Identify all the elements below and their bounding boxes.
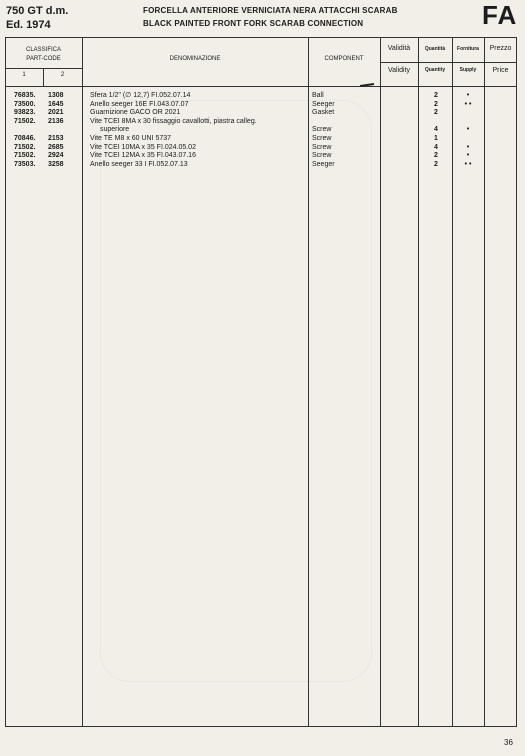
table-row-part-code-2: 2685 xyxy=(48,143,64,151)
table-row-description: Vite TCEI 12MA x 35 FI.043.07.16 xyxy=(90,152,196,160)
table-row-quantity: 2 xyxy=(434,152,438,160)
table-row-quantity: 4 xyxy=(434,126,438,134)
table-row-part-code-1: 70846. xyxy=(14,135,36,142)
header-prezzo: Prezzo xyxy=(489,45,512,52)
table-row-description: Vite TCEI 10MA x 35 FI.024.05.02 xyxy=(90,143,196,151)
section-code: FA xyxy=(482,0,518,30)
header-denominazione: DENOMINAZIONE xyxy=(169,56,221,62)
table-row-quantity: 2 xyxy=(434,100,438,108)
header-classifica: CLASSIFICA PART-CODE xyxy=(25,47,61,62)
table-row-component: Screw xyxy=(312,143,332,151)
header-quantita: Quantità xyxy=(424,46,446,52)
page-number: 36 xyxy=(504,738,513,747)
table-row-part-code-2: 3258 xyxy=(48,160,64,168)
table-row-supply-mark: • • xyxy=(464,160,472,168)
table-row-supply-mark: • • xyxy=(464,100,472,108)
table-row-part-code-2: 1645 xyxy=(48,100,64,108)
table-row-component: Ball xyxy=(312,92,324,99)
edition: Ed. 1974 xyxy=(6,19,51,31)
table-row-part-code-1: 73500. xyxy=(14,100,36,108)
table-row-description: Vite TCEI 8MA x 30 fissaggio cavallotti, piastra calleg. xyxy=(90,117,257,125)
header-component: COMPONENT xyxy=(324,56,364,62)
table-row-component: Screw xyxy=(312,135,332,142)
table-row-part-code-1: 71502. xyxy=(14,143,36,151)
table-row-part-code-1: 73503. xyxy=(14,160,36,168)
table-row-description: Vite TE M8 x 60 UNI 5737 xyxy=(90,135,172,142)
header-validita: Validità xyxy=(387,45,411,52)
table-row-part-code-2: 2136 xyxy=(48,117,64,125)
table-row-component: Seeger xyxy=(312,160,335,168)
table-row-quantity: 2 xyxy=(434,109,438,117)
table-row-part-code-1: 71502. xyxy=(14,117,36,125)
table-row-description: Anello seeger 33 I FI.052.07.13 xyxy=(90,160,188,168)
table-row-supply-mark: • xyxy=(466,152,470,160)
table-row-component: Screw xyxy=(312,126,332,134)
table-row-part-code-1: 76835. xyxy=(14,92,36,99)
table-row-description: Guarnizione GACO OR 2021 xyxy=(90,109,181,117)
header-supply: Supply xyxy=(459,67,477,73)
title-english: BLACK PAINTED FRONT FORK SCARAB CONNECTION xyxy=(143,19,364,28)
table-row-component: Seeger xyxy=(312,100,335,108)
title-italian: FORCELLA ANTERIORE VERNICIATA NERA ATTACCHI SCARAB xyxy=(143,6,398,15)
table-row-supply-mark: • xyxy=(466,126,470,134)
table-row-component: Gasket xyxy=(312,109,335,117)
column-divider xyxy=(380,37,381,727)
table-row-quantity: 2 xyxy=(434,160,438,168)
column-divider xyxy=(82,37,83,727)
header-price: Price xyxy=(492,67,509,74)
table-row-quantity: 4 xyxy=(434,143,438,151)
column-divider xyxy=(484,37,485,727)
table-row-part-code-1: 71502. xyxy=(14,152,36,160)
header-validity: Validity xyxy=(387,67,411,74)
table-row-part-code-1: 93823. xyxy=(14,109,36,117)
model-name: 750 GT d.m. xyxy=(6,5,69,17)
table-row-supply-mark: • xyxy=(466,92,470,99)
table-row-quantity: 2 xyxy=(434,92,438,99)
table-row-part-code-2: 2021 xyxy=(48,109,64,117)
header-sub-2: 2 xyxy=(60,72,65,78)
table-row-part-code-2: 2924 xyxy=(48,152,64,160)
table-row-description: superiore xyxy=(100,126,130,134)
table-row-part-code-2: 2153 xyxy=(48,135,64,142)
model-block xyxy=(6,4,68,32)
table-row-part-code-2: 1308 xyxy=(48,92,64,99)
section-title xyxy=(143,4,398,30)
header-quantity: Quantity xyxy=(424,67,446,73)
header-subline xyxy=(380,62,517,63)
table-row-supply-mark: • xyxy=(466,143,470,151)
header-sub-1: 1 xyxy=(22,72,26,78)
table-row-description: Anello seeger 16E FI.043.07.07 xyxy=(90,100,189,108)
header-fornitura: Fornitura xyxy=(457,46,479,52)
column-divider xyxy=(452,37,453,727)
table-row-description: Sfera 1/2" (∅ 12,7) FI.052.07.14 xyxy=(90,92,191,99)
column-divider xyxy=(418,37,419,727)
table-row-quantity: 1 xyxy=(434,135,438,142)
table-row-component: Screw xyxy=(312,152,332,160)
